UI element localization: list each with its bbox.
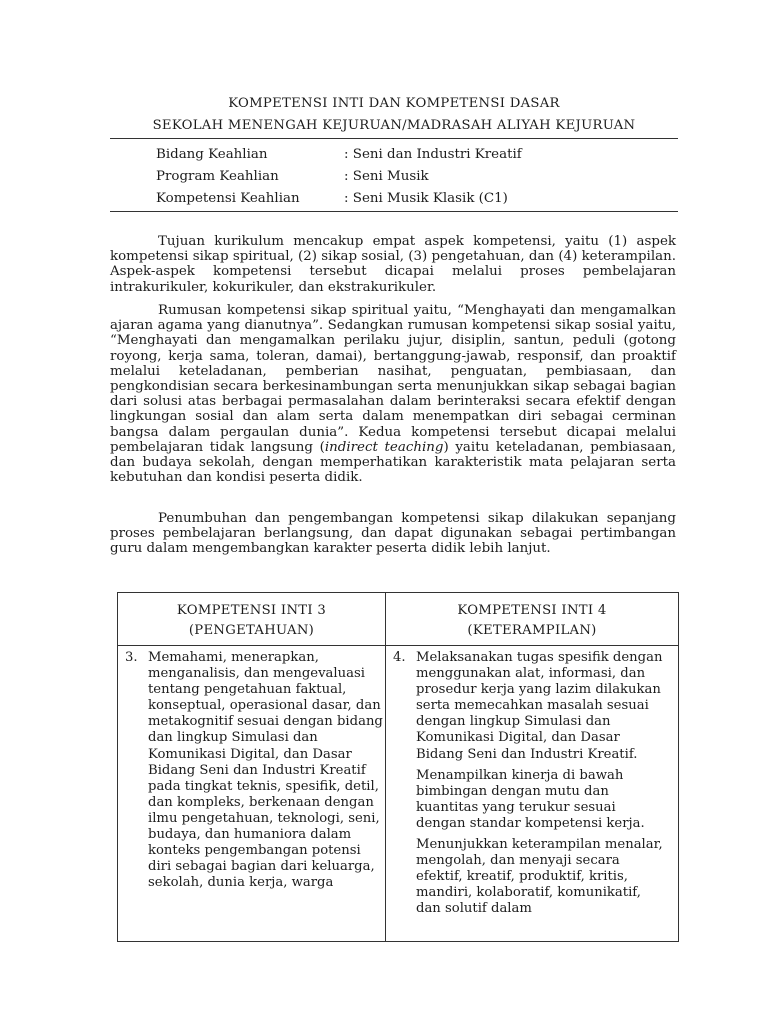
info-label: Bidang Keahlian bbox=[156, 147, 268, 162]
info-label: Kompetensi Keahlian bbox=[156, 191, 300, 206]
document-title: KOMPETENSI INTI DAN KOMPETENSI DASAR bbox=[228, 96, 560, 111]
info-row-program bbox=[156, 167, 522, 189]
paragraph-italic-term: indirect teaching bbox=[324, 439, 444, 455]
table-row bbox=[118, 646, 679, 942]
paragraph-text: Rumusan kompetensi sikap spiritual yaitu, “Menghayati dan mengamalkan ajaran agama yang dianutnya”. Sedangkan rumusan kompetensi sikap sosial yaitu, “Menghayati dan mengamalkan perilaku jujur, disiplin, santun, peduli (gotong royong, kerja sama, toleran, damai), bertanggung-jawab, responsif, dan proaktif melalui keteladanan, pemberian nasihat, penguatan, pembiasaan, dan pengkondisian secara berkesinambungan serta menunjukkan sikap sebagai bagian dari solusi atas berbagai permasalahan dalam berinteraksi secara efektif dengan lingkungan sosial dan alam serta dalam menempatkan diri sebagai cerminan bangsa dalam pergaulan dunia”. Kedua kompetensi tersebut dicapai melalui pembelajaran tidak langsung ( bbox=[110, 303, 676, 455]
cell-paragraph: Memahami, menerapkan, menganalisis, dan mengevaluasi tentang pengetahuan faktual, konseptual, operasional dasar, dan metakognitif sesuai dengan bidang dan lingkup Simulasi dan Komunikasi Digital, dan Dasar Bidang Seni dan Industri Kreatif pada tingkat teknis, spesifik, detil, dan kompleks, berkenaan dengan ilmu pengetahuan, teknologi, seni, budaya, dan humaniora dalam konteks pengembangan potensi diri sebagai bagian dari keluarga, sekolah, dunia kerja, warga bbox=[148, 650, 383, 891]
header-ki3-title: KOMPETENSI INTI 3 bbox=[176, 603, 327, 618]
info-row-kompetensi bbox=[156, 189, 522, 211]
info-row-bidang bbox=[156, 145, 522, 167]
paragraph-penumbuhan bbox=[110, 511, 676, 557]
paragraph-rumusan bbox=[110, 303, 676, 485]
cell-ki4 bbox=[386, 646, 679, 942]
info-value: : Seni Musik Klasik (C1) bbox=[344, 191, 508, 206]
divider-top bbox=[110, 138, 678, 139]
header-ki4-subtitle: (KETERAMPILAN) bbox=[467, 623, 597, 638]
cell-ki3 bbox=[118, 646, 386, 942]
divider-bottom bbox=[110, 211, 678, 212]
info-value: : Seni Musik bbox=[344, 169, 429, 184]
item-number: 4. bbox=[393, 650, 406, 665]
paragraph-text: Penumbuhan dan pengembangan kompetensi sikap dilakukan sepanjang proses pembelajaran berlangsung, dan dapat digunakan sebagai pertimbangan guru dalam mengembangkan karakter peserta didik lebih lanjut. bbox=[110, 511, 676, 557]
paragraph-text: ) yaitu keteladanan, pembiasaan, dan budaya sekolah, dengan memperhatikan karakteristik mata pelajaran serta kebutuhan dan kondisi peserta didik. bbox=[110, 439, 676, 486]
header-ki3-subtitle: (PENGETAHUAN) bbox=[188, 623, 315, 638]
paragraph-tujuan bbox=[110, 234, 676, 295]
cell-paragraph: Melaksanakan tugas spesifik dengan menggunakan alat, informasi, dan prosedur kerja yang lazim dilakukan serta memecahkan masalah sesuai dengan lingkup Simulasi dan Komunikasi Digital, dan Dasar Bidang Seni dan Industri Kreatif. bbox=[416, 650, 663, 762]
header-ki3 bbox=[118, 593, 386, 646]
item-number: 3. bbox=[125, 650, 138, 665]
cell-paragraph: Menampilkan kinerja di bawah bimbingan dengan mutu dan kuantitas yang terukur sesuai dengan standar kompetensi kerja. bbox=[416, 767, 645, 831]
kompetensi-table bbox=[117, 592, 679, 942]
document-subtitle: SEKOLAH MENENGAH KEJURUAN/MADRASAH ALIYAH KEJURUAN bbox=[152, 118, 636, 133]
paragraph-text: Tujuan kurikulum mencakup empat aspek kompetensi, yaitu (1) aspek kompetensi sikap spiritual, (2) sikap sosial, (3) pengetahuan, dan (4) keterampilan. Aspek-aspek kompetensi tersebut dicapai melalui proses pembelajaran intrakurikuler, kokurikuler, dan ekstrakurikuler. bbox=[110, 234, 676, 295]
header-ki4-title: KOMPETENSI INTI 4 bbox=[457, 603, 607, 618]
info-label: Program Keahlian bbox=[156, 169, 279, 184]
info-block bbox=[156, 145, 522, 211]
table-header-row bbox=[118, 593, 679, 646]
cell-paragraph: Menunjukkan keterampilan menalar, mengolah, dan menyaji secara efektif, kreatif, produktif, kritis, mandiri, kolaboratif, komunikatif, dan solutif dalam bbox=[416, 837, 663, 917]
info-value: : Seni dan Industri Kreatif bbox=[344, 147, 522, 162]
header-ki4 bbox=[386, 593, 679, 646]
